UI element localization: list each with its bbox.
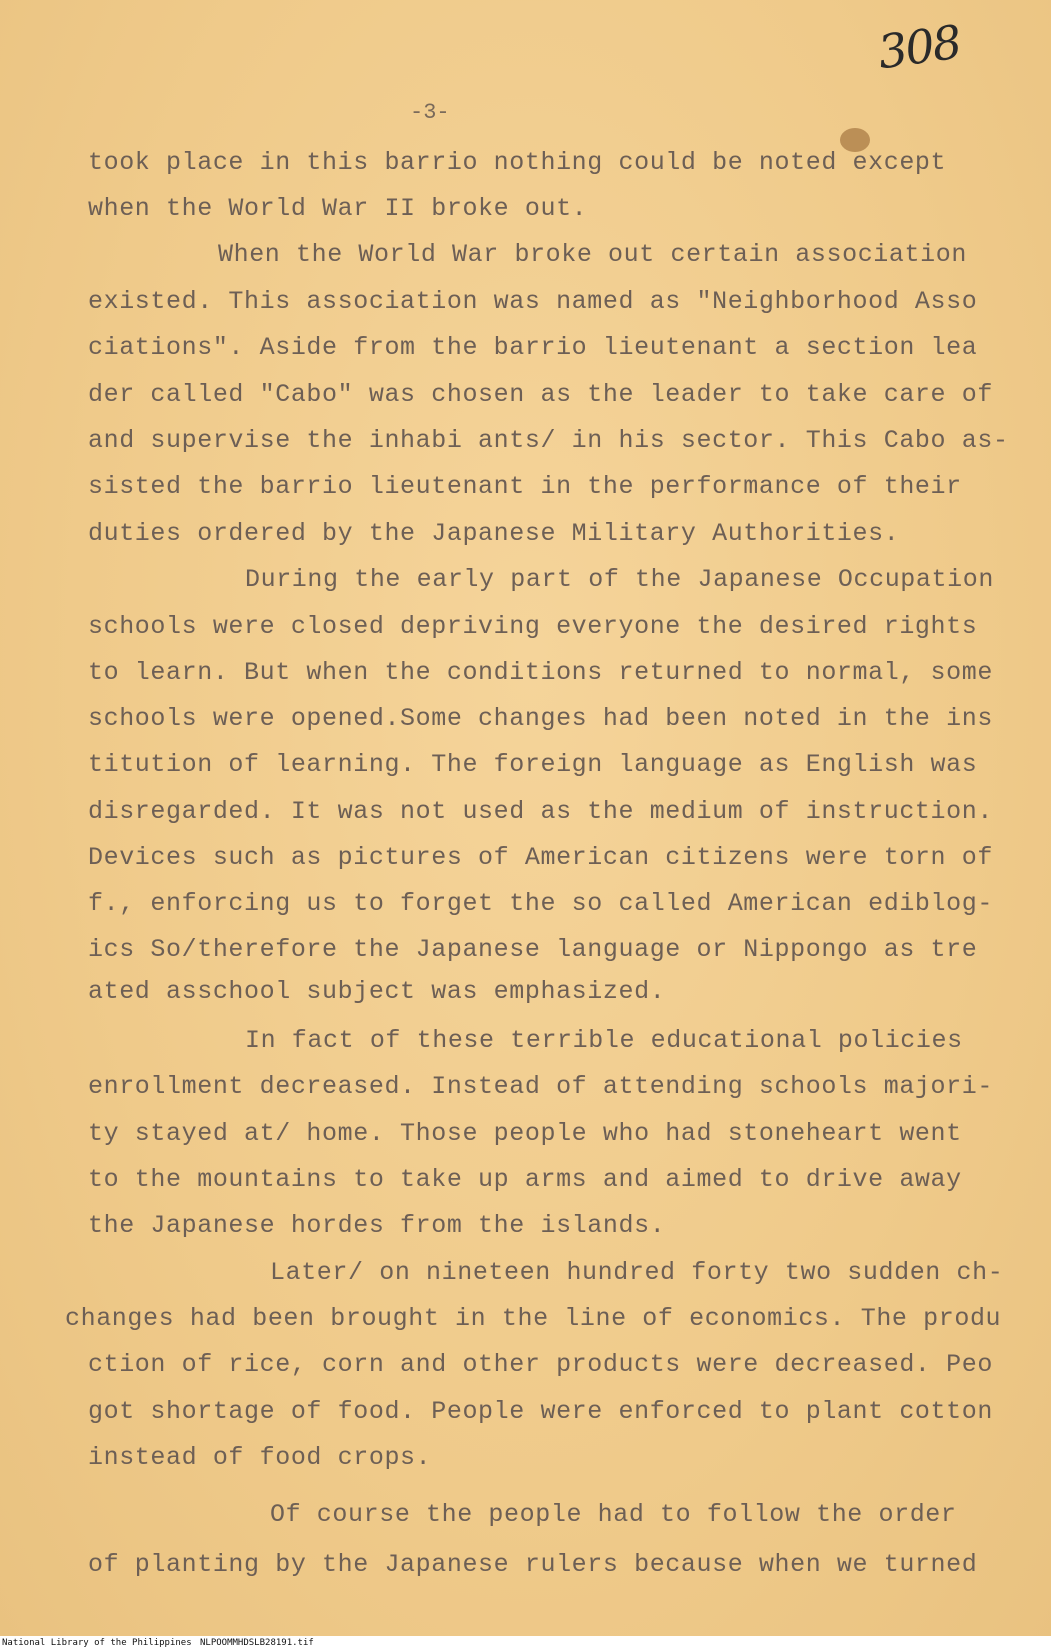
text-line: changes had been brought in the line of economics. The produ [65,1304,1002,1333]
text-line: the Japanese hordes from the islands. [88,1211,666,1240]
text-line: ciations". Aside from the barrio lieutenant a section lea [88,333,978,362]
page-number: -3- [410,100,450,125]
text-line: Later/ on nineteen hundred forty two sudden ch- [270,1258,1004,1287]
text-line: and supervise the inhabi ants/ in his sector. This Cabo as- [88,426,1009,455]
text-line: ated asschool subject was emphasized. [88,977,666,1006]
text-line: got shortage of food. People were enforced to plant cotton [88,1397,993,1426]
text-line: During the early part of the Japanese Occupation [245,565,994,594]
text-line: schools were opened.Some changes had been noted in the ins [88,704,993,733]
text-line: titution of learning. The foreign language as English was [88,750,978,779]
text-line: to learn. But when the conditions returned to normal, some [88,658,993,687]
text-line: In fact of these terrible educational policies [245,1026,963,1055]
text-line: Of course the people had to follow the order [270,1500,957,1529]
text-line: ction of rice, corn and other products were decreased. Peo [88,1350,993,1379]
text-line: ics So/therefore the Japanese language or Nippongo as tre [88,935,978,964]
text-line: duties ordered by the Japanese Military Authorities. [88,519,900,548]
text-line: When the World War broke out certain association [218,240,967,269]
text-line: sisted the barrio lieutenant in the performance of their [88,472,962,501]
text-line: when the World War II broke out. [88,194,588,223]
text-line: of planting by the Japanese rulers because when we turned [88,1550,978,1579]
text-line: disregarded. It was not used as the medium of instruction. [88,797,993,826]
text-line: f., enforcing us to forget the so called American ediblog- [88,889,993,918]
handwritten-page-number: 308 [874,14,964,80]
footer-source: National Library of the Philippines [2,1638,192,1648]
text-line: took place in this barrio nothing could be noted except [88,148,947,177]
text-line: instead of food crops. [88,1443,432,1472]
text-line: Devices such as pictures of American citizens were torn of [88,843,993,872]
page-edge [1051,0,1059,1650]
text-line: to the mountains to take up arms and aimed to drive away [88,1165,962,1194]
text-line: ty stayed at/ home. Those people who had stoneheart went [88,1119,962,1148]
text-line: schools were closed depriving everyone the desired rights [88,612,978,641]
text-line: existed. This association was named as "Neighborhood Asso [88,287,978,316]
text-line: der called "Cabo" was chosen as the leader to take care of [88,380,993,409]
footer-filename: NLPOOMMHDSLB28191.tif [200,1638,314,1648]
text-line: enrollment decreased. Instead of attending schools majori- [88,1072,993,1101]
